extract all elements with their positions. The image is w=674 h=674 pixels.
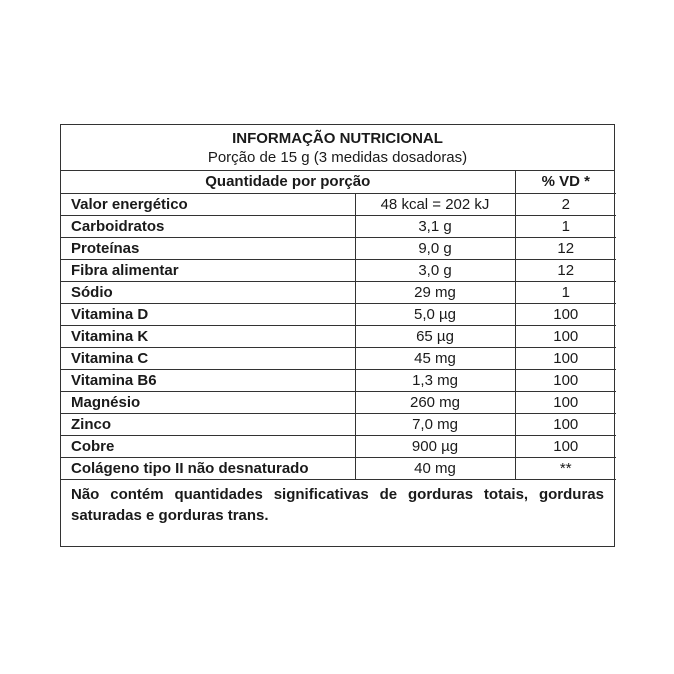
nutrient-name: Carboidratos (61, 215, 355, 237)
table-row (61, 237, 616, 259)
table-row (61, 413, 616, 435)
nutrient-amount: 3,1 g (355, 215, 515, 237)
table-row (61, 259, 616, 281)
nutrient-name: Proteínas (61, 237, 355, 259)
nutrient-name: Vitamina B6 (61, 369, 355, 391)
nutrient-daily-value: 100 (515, 369, 616, 391)
nutrient-name: Sódio (61, 281, 355, 303)
nutrient-daily-value: 100 (515, 391, 616, 413)
nutrient-amount: 9,0 g (355, 237, 515, 259)
nutrient-name: Fibra alimentar (61, 259, 355, 281)
nutrient-name: Valor energético (61, 193, 355, 215)
table-row (61, 303, 616, 325)
nutrient-daily-value: 100 (515, 303, 616, 325)
nutrition-facts-label (60, 124, 615, 547)
table-row (61, 281, 616, 303)
nutrition-table (61, 171, 616, 480)
nutrient-name: Zinco (61, 413, 355, 435)
nutrient-amount: 7,0 mg (355, 413, 515, 435)
nutrient-daily-value: 2 (515, 193, 616, 215)
nutrient-daily-value: 1 (515, 215, 616, 237)
nutrient-amount: 5,0 µg (355, 303, 515, 325)
table-row (61, 391, 616, 413)
table-row (61, 347, 616, 369)
nutrient-name: Vitamina C (61, 347, 355, 369)
footer-note: Não contém quantidades significativas de gorduras totais, gorduras saturadas e gorduras trans. (71, 485, 604, 524)
nutrient-daily-value: 100 (515, 325, 616, 347)
nutrient-name: Colágeno tipo II não desnaturado (61, 457, 355, 479)
quantity-per-serving-header: Quantidade por porção (61, 171, 515, 193)
table-row (61, 457, 616, 479)
nutrient-amount: 900 µg (355, 435, 515, 457)
nutrient-amount: 48 kcal = 202 kJ (355, 193, 515, 215)
nutrient-amount: 45 mg (355, 347, 515, 369)
nutrient-amount: 65 µg (355, 325, 515, 347)
nutrient-name: Vitamina K (61, 325, 355, 347)
table-row (61, 435, 616, 457)
nutrient-daily-value: 12 (515, 237, 616, 259)
table-row (61, 325, 616, 347)
nutrient-daily-value: ** (515, 457, 616, 479)
nutrient-amount: 260 mg (355, 391, 515, 413)
nutrient-name: Cobre (61, 435, 355, 457)
serving-size: Porção de 15 g (3 medidas dosadoras) (207, 149, 468, 166)
table-header-row (61, 171, 616, 193)
nutrient-daily-value: 1 (515, 281, 616, 303)
nutrient-amount: 3,0 g (355, 259, 515, 281)
nutrient-name: Vitamina D (61, 303, 355, 325)
nutrient-amount: 1,3 mg (355, 369, 515, 391)
nutrient-daily-value: 12 (515, 259, 616, 281)
table-row (61, 193, 616, 215)
table-row (61, 215, 616, 237)
table-row (61, 369, 616, 391)
nutrient-daily-value: 100 (515, 347, 616, 369)
nutrient-amount: 29 mg (355, 281, 515, 303)
label-header (61, 125, 614, 171)
daily-value-header: % VD * (515, 171, 616, 193)
label-title: INFORMAÇÃO NUTRICIONAL (232, 130, 443, 147)
nutrient-name: Magnésio (61, 391, 355, 413)
nutrient-daily-value: 100 (515, 435, 616, 457)
nutrient-daily-value: 100 (515, 413, 616, 435)
nutrient-amount: 40 mg (355, 457, 515, 479)
